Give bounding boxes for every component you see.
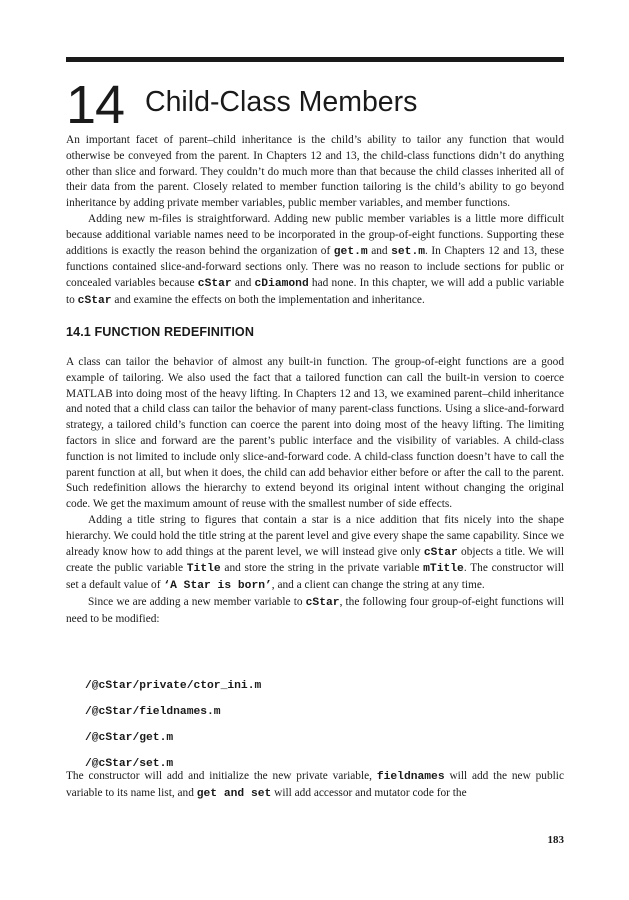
- section-paragraph-3: Since we are adding a new member variable to cStar, the following four group-of-eight functions will need to be modified:: [66, 595, 564, 625]
- file-path: /@cStar/get.m: [85, 732, 174, 744]
- section-heading: 14.1 FUNCTION REDEFINITION: [66, 325, 255, 339]
- intro-paragraph-2: Adding new m-files is straightforward. Adding new public member variables is a little more difficult because additional variable names need to be incorporated in the group-of-eight functions. Supporting these additions is exactly the reason behind the organization of get.m and set.m. In Chapters 12 and 13, these functions contained slice-and-forward sections only. There was no reason to include sections for public or concealed variables because cStar and cDiamond had none. In this chapter, we will add a public variable to cStar and examine the effects on both the implementation and inheritance.: [66, 212, 564, 307]
- chapter-top-rule: [66, 57, 564, 62]
- file-path: /@cStar/private/ctor_ini.m: [85, 680, 262, 692]
- chapter-number: 14: [66, 75, 125, 135]
- section-paragraph-1: A class can tailor the behavior of almost any built-in function. The group-of-eight functions are a good example of tailoring. We also used the fact that a tailored function can call the built-in version to coerce MATLAB into doing most of the heavy lifting. In Chapters 12 and 13, we examined parent–child inheritance and noted that a child class can tailor the behavior of many parent-class functions. Using a slice-and-forward strategy, a tailored child’s function can coerce the parent into doing most of the heavy lifting. The limiting factors in slice and forward are the parent’s public interface and the visibility of variables. A child-class function is not limited to include only slice-and-forward code. A child-class function doesn’t have to call the parent function at all, but when it does, the child can add behavior either before or after the call to the parent. Such redefinition allows the hierarchy to extend beyond its original intent without changing the original code. We get the maximum amount of reuse with the smallest number of side effects.: [66, 356, 564, 511]
- closing-text: [66, 769, 564, 803]
- section-paragraph-2: Adding a title string to figures that contain a star is a nice addition that fits nicely into the shape hierarchy. We could hold the title string at the parent level and give every shape the same capability. Since we already know how to add things at the parent level, we will instead give only cStar objects a title. We will create the public variable Title and store the string in the private variable mTitle. The constructor will set a default value of ‘A Star is born’, and a client can change the string at any time.: [66, 513, 565, 593]
- file-path: /@cStar/fieldnames.m: [85, 706, 221, 718]
- intro-paragraph-1: An important facet of parent–child inheritance is the child’s ability to tailor any function that would otherwise be conveyed from the parent. In Chapters 12 and 13, the child-class functions didn’t do anything other than slice and forward. They couldn’t do much more than that because the child classes inherited all of their data from the parent. Closely related to member function tailoring is the child’s ability to go beyond inheritance by adding private member variables, public member variables, and member functions.: [66, 134, 564, 210]
- intro-text: [66, 133, 564, 310]
- section-text: [66, 355, 564, 628]
- file-path: /@cStar/set.m: [85, 758, 174, 770]
- chapter-title: Child-Class Members: [145, 86, 418, 118]
- page-number: 183: [547, 834, 564, 846]
- section-paragraph-4: The constructor will add and initialize the new private variable, fieldnames will add the new public variable to its name list, and get and set will add accessor and mutator code for the: [66, 770, 564, 800]
